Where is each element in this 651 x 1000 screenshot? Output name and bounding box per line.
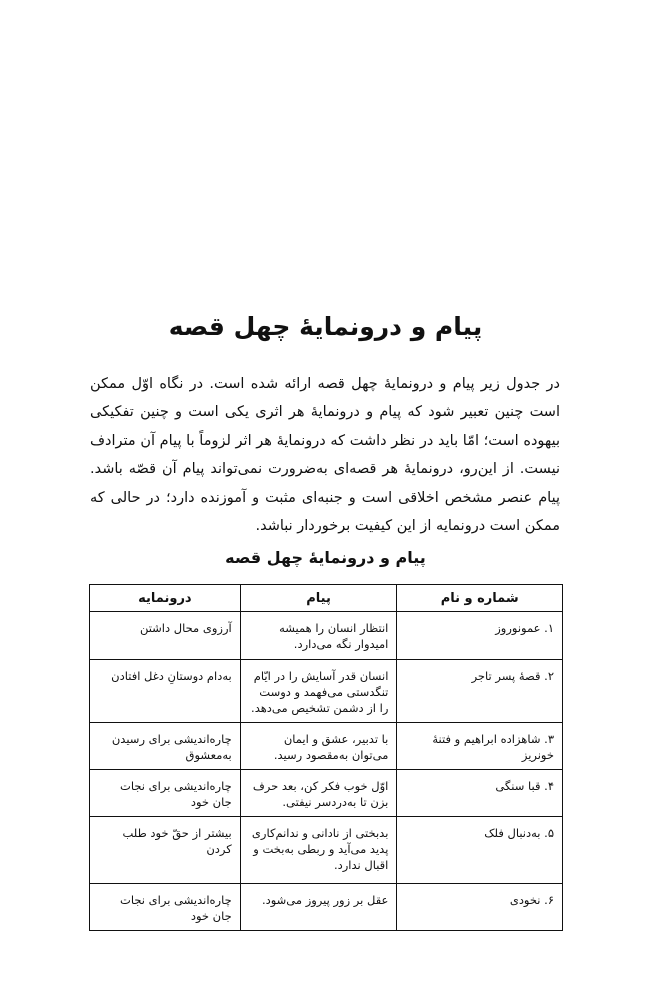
- page-title: پیام و درونمایهٔ چهل قصه: [168, 312, 483, 341]
- table-row: [90, 817, 563, 884]
- message-theme-table: [89, 584, 563, 931]
- table-row: [90, 660, 563, 723]
- cell-name: ۱. عمونوروز: [397, 612, 563, 660]
- cell-name: ۲. قصهٔ پسر تاجر: [397, 660, 563, 723]
- cell-theme: آرزوی محال داشتن: [90, 612, 241, 660]
- cell-message: انتظار انسان را همیشه امیدوار نگه می‌دارد.: [240, 612, 397, 660]
- cell-name: ۳. شاهزاده ابراهیم و فتنهٔ خونریز: [397, 723, 563, 770]
- cell-theme: چاره‌اندیشی برای نجات جان خود: [90, 770, 241, 817]
- header-number-name: شماره و نام: [397, 585, 563, 612]
- table-row: [90, 770, 563, 817]
- table-header-row: [90, 585, 563, 612]
- cell-theme: بیشتر از حقّ خود طلب کردن: [90, 817, 241, 884]
- intro-paragraph: در جدول زیر پیام و درونمایهٔ چهل قصه ارائه شده است. در نگاه اوّل ممکن است چنین تعبیر شود که پیام و درونمایهٔ هر اثری یکی است و چنین تفکیکی بیهوده است؛ امّا باید در نظر داشت که درونمایهٔ هر اثر لزوماً با پیام آن مترادف نیست. از این‌رو، درونمایهٔ هر قصه‌ای به‌ضرورت نمی‌تواند پیام آن قصّه باشد. پیام عنصر مشخص اخلاقی است و جنبه‌ای مثبت و آموزنده دارد؛ در حالی که ممکن است درونمایه از این کیفیت برخوردار نباشد.: [90, 376, 560, 535]
- cell-name: ۴. قبا سنگی: [397, 770, 563, 817]
- table-title: پیام و درونمایهٔ چهل قصه: [225, 548, 426, 567]
- cell-theme: به‌دام دوستانِ دغل افتادن: [90, 660, 241, 723]
- header-theme: درونمایه: [90, 585, 241, 612]
- table-row: [90, 723, 563, 770]
- cell-name: ۶. نخودی: [397, 884, 563, 931]
- cell-name: ۵. به‌دنبال فلک: [397, 817, 563, 884]
- cell-message: بدبختی از نادانی و ندانم‌کاری پدید می‌آید و ربطی به‌بخت و اقبال ندارد.: [240, 817, 397, 884]
- cell-message: اوّل خوب فکر کن، بعد حرف بزن تا به‌دردسر نیفتی.: [240, 770, 397, 817]
- cell-theme: چاره‌اندیشی برای رسیدن به‌معشوق: [90, 723, 241, 770]
- cell-message: با تدبیر، عشق و ایمان می‌توان به‌مقصود رسید.: [240, 723, 397, 770]
- header-message: پیام: [240, 585, 397, 612]
- cell-message: عقل بر زور پیروز می‌شود.: [240, 884, 397, 931]
- cell-theme: چاره‌اندیشی برای نجات جان خود: [90, 884, 241, 931]
- table-row: [90, 612, 563, 660]
- table-row: [90, 884, 563, 931]
- cell-message: انسان قدر آسایش را در ایّام تنگدستی می‌فهمد و دوست را از دشمن تشخیص می‌دهد.: [240, 660, 397, 723]
